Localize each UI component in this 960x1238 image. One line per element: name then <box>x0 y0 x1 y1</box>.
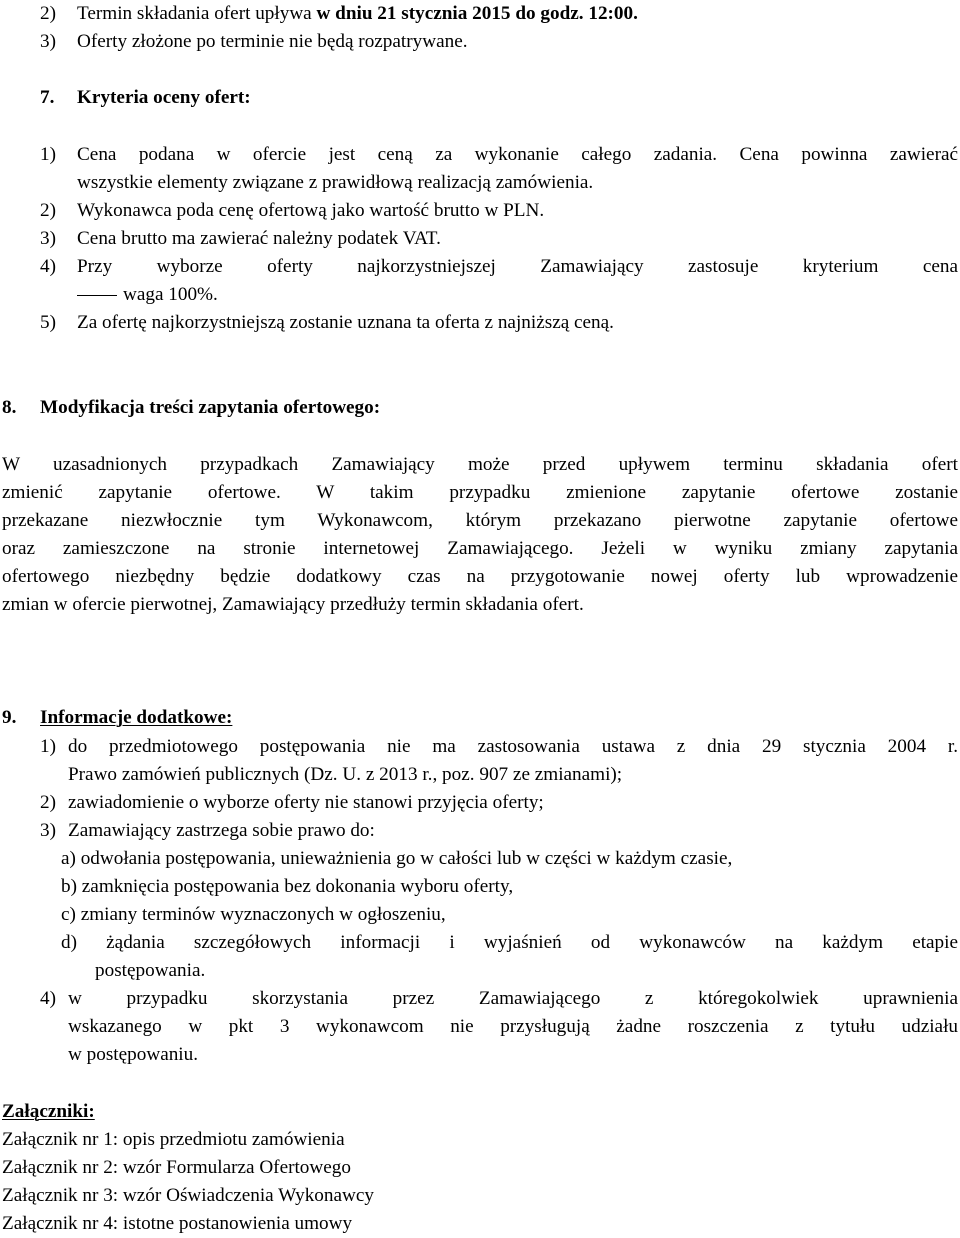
criteria-item-text: Cena podana w ofercie jest ceną za wykonanie całego zadania. Cena powinna zawierać <box>77 144 958 165</box>
sub-item-text: b) zamknięcia postępowania bez dokonania wyboru oferty, <box>61 876 514 897</box>
sub-item-text: postępowania. <box>95 960 206 981</box>
late-offers-text: Oferty złożone po terminie nie będą rozpatrywane. <box>77 31 468 52</box>
info-item-text: do przedmiotowego postępowania nie ma zastosowania ustawa z dnia 29 stycznia 2004 r. <box>68 736 958 757</box>
list-number: 2) <box>40 3 56 24</box>
list-number: 2) <box>40 792 56 813</box>
sub-item-text: d) żądania szczegółowych informacji i wyjaśnień od wykonawców na każdym etapie <box>61 932 958 953</box>
criteria-item-text: wszystkie elementy związane z prawidłową realizacją zamówienia. <box>77 172 594 193</box>
attachment-item: Załącznik nr 1: opis przedmiotu zamówienia <box>2 1129 345 1150</box>
section-heading: Kryteria oceny ofert: <box>77 87 251 108</box>
info-item-text: Zamawiający zastrzega sobie prawo do: <box>68 820 375 841</box>
paragraph-line: ofertowego niezbędny będzie dodatkowy czas na przygotowanie nowej oferty lub wprowadzenie <box>2 566 958 587</box>
criteria-item-text <box>77 281 218 309</box>
section-number: 9. <box>2 707 17 728</box>
paragraph-line: przekazane niezwłocznie tym Wykonawcom, którym przekazano pierwotne zapytanie ofertowe <box>2 510 958 531</box>
list-number: 2) <box>40 200 56 221</box>
list-number: 3) <box>40 228 56 249</box>
paragraph-line: oraz zamieszczone na stronie internetowej Zamawiającego. Jeżeli w wyniku zmiany zapytania <box>2 538 958 559</box>
info-item-text: zawiadomienie o wyborze oferty nie stanowi przyjęcia oferty; <box>68 792 544 813</box>
info-item-text: w postępowaniu. <box>68 1044 199 1065</box>
section-number: 8. <box>2 397 17 418</box>
list-number: 1) <box>40 144 56 165</box>
list-number: 4) <box>40 256 56 277</box>
info-item-text: Prawo zamówień publicznych (Dz. U. z 2013 r., poz. 907 ze zmianami); <box>68 764 623 785</box>
list-number: 1) <box>40 736 56 757</box>
attachment-item: Załącznik nr 3: wzór Oświadczenia Wykonawcy <box>2 1185 374 1206</box>
list-number: 3) <box>40 31 56 52</box>
criteria-item-text: Cena brutto ma zawierać należny podatek VAT. <box>77 228 441 249</box>
section-number: 7. <box>40 87 55 108</box>
criteria-item-text: Za ofertę najkorzystniejszą zostanie uznana ta oferta z najniższą ceną. <box>77 312 614 333</box>
deadline-text <box>77 0 638 28</box>
sub-item-text: c) zmiany terminów wyznaczonych w ogłoszeniu, <box>61 904 446 925</box>
weight-text: waga 100%. <box>123 284 218 305</box>
attachments-heading: Załączniki: <box>2 1101 95 1122</box>
info-item-text: w przypadku skorzystania przez Zamawiającego z któregokolwiek uprawnienia <box>68 988 958 1009</box>
dash-mark <box>77 295 117 296</box>
criteria-item-text: Wykonawca poda cenę ofertową jako wartość brutto w PLN. <box>77 200 545 221</box>
paragraph-line: W uzasadnionych przypadkach Zamawiający może przed upływem terminu składania ofert <box>2 454 958 475</box>
info-item-text: wskazanego w pkt 3 wykonawcom nie przysługują żadne roszczenia z tytułu udziału <box>68 1016 958 1037</box>
list-number: 4) <box>40 988 56 1009</box>
section-heading: Modyfikacja treści zapytania ofertowego: <box>40 397 381 418</box>
list-number: 5) <box>40 312 56 333</box>
deadline-date: w dniu 21 stycznia 2015 do godz. 12:00. <box>316 3 638 24</box>
attachment-item: Załącznik nr 4: istotne postanowienia umowy <box>2 1213 353 1234</box>
deadline-label: Termin składania ofert upływa <box>77 3 317 24</box>
paragraph-line: zmienić zapytanie ofertowe. W takim przypadku zmienione zapytanie ofertowe zostanie <box>2 482 958 503</box>
list-number: 3) <box>40 820 56 841</box>
paragraph-line: zmian w ofercie pierwotnej, Zamawiający przedłuży termin składania ofert. <box>2 594 584 615</box>
section-heading: Informacje dodatkowe: <box>40 707 233 728</box>
criteria-item-text: Przy wyborze oferty najkorzystniejszej Zamawiający zastosuje kryterium cena <box>77 256 958 277</box>
attachment-item: Załącznik nr 2: wzór Formularza Ofertowego <box>2 1157 351 1178</box>
sub-item-text: a) odwołania postępowania, unieważnienia go w całości lub w części w każdym czasie, <box>61 848 733 869</box>
